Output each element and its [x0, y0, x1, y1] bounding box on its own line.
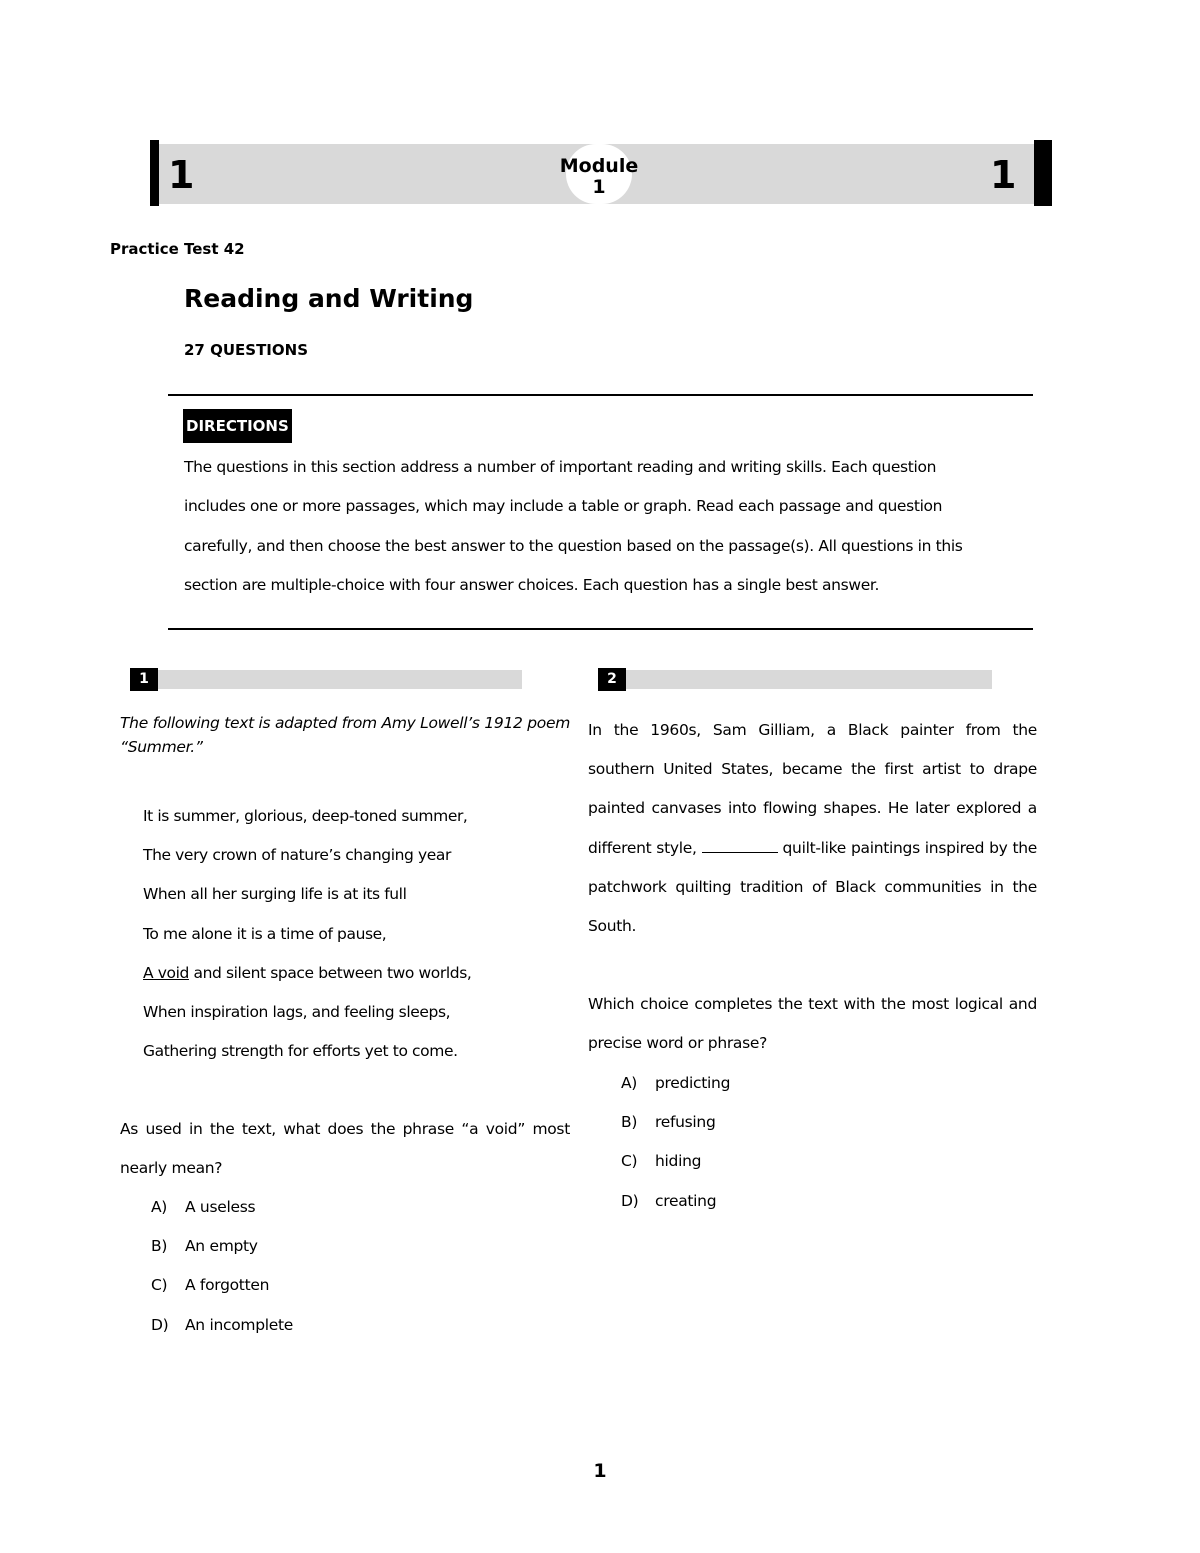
page-number: 1	[593, 1460, 607, 1482]
choice-text: An incomplete	[185, 1315, 293, 1334]
passage-text: In the 1960s, Sam Gilliam, a Black painter from the southern United States, became the first artist to drape painted canvases into flowing shapes. He later explored a different style,	[588, 721, 1037, 857]
answer-blank	[702, 838, 778, 853]
header-right-bar	[1034, 140, 1052, 206]
module-label	[540, 156, 658, 198]
directions-text: The questions in this section address a number of important reading and writing skills. Each question includes one or more passages, which may include a table or graph. Read each passage and question carefully, and then choose the best answer to the question based on the passage(s). All questions in this section are multiple-choice with four answer choices. Each question has a single best answer.	[184, 458, 963, 594]
question-2-passage	[588, 711, 1037, 946]
poem-line	[143, 954, 471, 993]
choice-letter: B)	[621, 1113, 638, 1132]
choice-text: An empty	[185, 1237, 258, 1256]
module-number: 1	[592, 176, 606, 198]
choice-letter: A)	[151, 1198, 168, 1216]
answer-choice[interactable]	[151, 1306, 293, 1345]
choice-letter: D)	[151, 1315, 169, 1334]
header-left-bar	[150, 140, 159, 206]
question-1-poem	[143, 797, 471, 1071]
poem-line: When inspiration lags, and feeling sleeps,	[143, 1003, 451, 1022]
answer-choice[interactable]	[621, 1182, 730, 1221]
directions-label: DIRECTIONS	[183, 409, 292, 443]
answer-choice[interactable]	[621, 1103, 730, 1142]
answer-choice[interactable]	[621, 1064, 730, 1103]
question-1-choices	[151, 1188, 293, 1345]
divider-top	[168, 394, 1033, 396]
question-count: 27 QUESTIONS	[184, 341, 308, 359]
divider-bottom	[168, 628, 1033, 630]
poem-line: To me alone it is a time of pause,	[143, 924, 387, 943]
section-number-right: 1	[990, 153, 1017, 197]
question-1-number: 1	[130, 668, 158, 691]
choice-letter: D)	[621, 1191, 639, 1210]
question-1-stem: As used in the text, what does the phrase “a void” most nearly mean?	[120, 1120, 570, 1178]
choice-text: predicting	[655, 1074, 731, 1092]
answer-choice[interactable]	[621, 1142, 730, 1181]
question-2-number: 2	[598, 668, 626, 691]
answer-choice[interactable]	[151, 1188, 293, 1227]
section-number-left: 1	[168, 153, 195, 197]
section-title: Reading and Writing	[184, 284, 474, 313]
choice-letter: B)	[151, 1237, 168, 1256]
module-label-text: Module	[559, 155, 639, 177]
choice-text: creating	[655, 1191, 717, 1210]
choice-text: hiding	[655, 1152, 702, 1171]
choice-letter: C)	[621, 1152, 638, 1171]
passage-text: quilt-like paintings inspired by the patchwork quilting tradition of Black communities in the South.	[588, 838, 1037, 936]
poem-line: When all her surging life is at its full	[143, 885, 407, 904]
underlined-phrase: A void	[143, 963, 189, 982]
poem-line: It is summer, glorious, deep-toned summer,	[143, 807, 468, 825]
answer-choice[interactable]	[151, 1266, 293, 1305]
question-2-header-bar	[598, 670, 992, 689]
practice-test-label: Practice Test 42	[110, 240, 245, 258]
choice-text: A forgotten	[185, 1276, 270, 1295]
poem-line: Gathering strength for efforts yet to come.	[143, 1042, 458, 1061]
question-2-choices	[621, 1064, 730, 1221]
poem-line: The very crown of nature’s changing year	[143, 846, 451, 865]
question-2-stem: Which choice completes the text with the most logical and precise word or phrase?	[588, 995, 1037, 1053]
question-1-intro: The following text is adapted from Amy Lowell’s 1912 poem “Summer.”	[120, 714, 570, 756]
poem-line-rest: and silent space between two worlds,	[193, 963, 472, 982]
choice-letter: A)	[621, 1074, 638, 1092]
choice-text: refusing	[655, 1113, 716, 1132]
question-1-header-bar	[130, 670, 522, 689]
choice-letter: C)	[151, 1276, 168, 1295]
answer-choice[interactable]	[151, 1227, 293, 1266]
choice-text: A useless	[185, 1198, 256, 1216]
